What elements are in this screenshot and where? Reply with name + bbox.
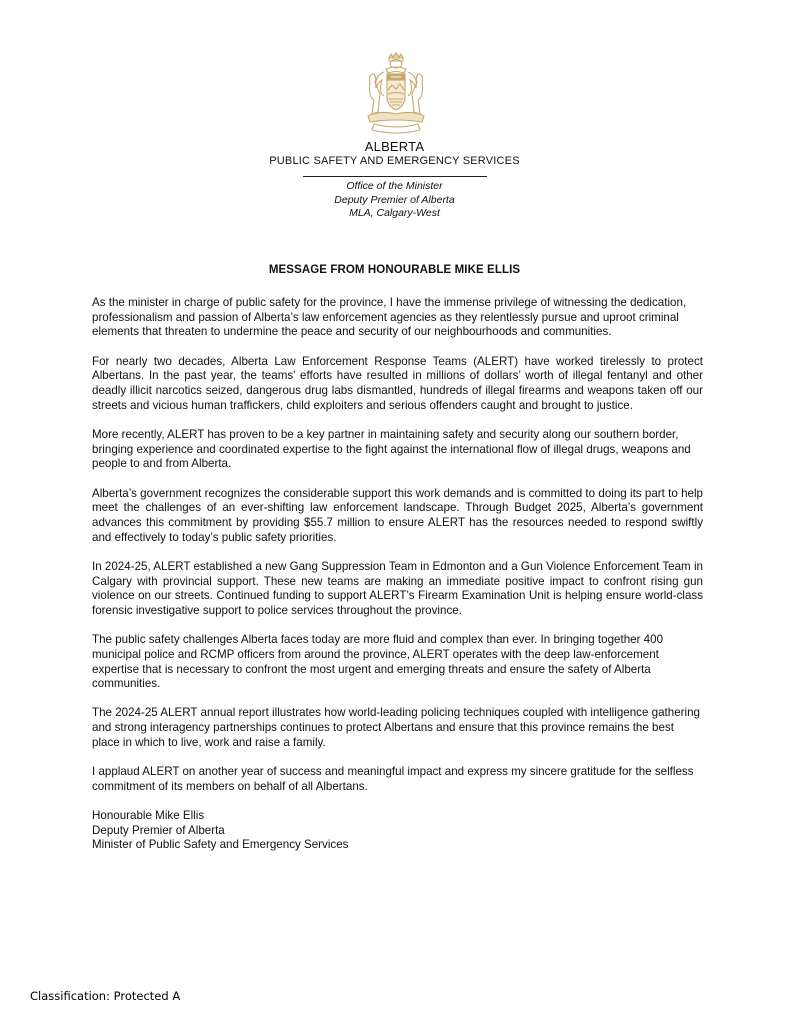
paragraph-1: As the minister in charge of public safety for the province, I have the immense privilege of witnessing the dedication, professionalism and passion of Alberta’s law enforcement agencies as they relentlessly pursue and uproot criminal elements that threaten to undermine the peace and security of our neighbourhoods and communities. <box>92 296 687 339</box>
paragraph-2: For nearly two decades, Alberta Law Enforcement Response Teams (ALERT) have worked tirelessly to protect Albertans. In the past year, the teams’ efforts have resulted in millions of dollars’ worth of illegal fentanyl and other deadly illicit narcotics seized, dangerous drug labs dismantled, hundreds of illegal firearms and weapons taken off our streets and vicious human traffickers, child exploiters and serious offenders caught and brought to justice. <box>92 354 703 412</box>
paragraph-6: The public safety challenges Alberta faces today are more fluid and complex than ever. In bringing together 400 municipal police and RCMP officers from around the province, ALERT operates with the deep law-enforcement expertise that is necessary to confront the most urgent and emerging threats and ensure the safety of Alberta communities. <box>92 633 664 691</box>
signature-name: Honourable Mike Ellis <box>92 808 205 822</box>
paragraph-3: More recently, ALERT has proven to be a key partner in maintaining safety and security along our southern border, bringing experience and coordinated expertise to the fight against the international flow of illegal drugs, weapons and people to and from Alberta. <box>92 427 691 471</box>
department-name: PUBLIC SAFETY AND EMERGENCY SERVICES <box>269 155 520 167</box>
paragraph-5: In 2024-25, ALERT established a new Gang Suppression Team in Edmonton and a Gun Violence Enforcement Team in Calgary with provincial support. These new teams are making an immediate positive impact to confront rising gun violence on our streets. Continued funding to support ALERT’s Firearm Examination Unit is helping ensure world-class forensic investigative support to police services throughout the province. <box>92 559 703 617</box>
signature-title-1: Deputy Premier of Alberta <box>92 823 225 837</box>
org-name: ALBERTA <box>364 139 425 154</box>
message-title: MESSAGE FROM HONOURABLE MIKE ELLIS <box>268 264 521 276</box>
office-line-1: Office of the Minister <box>346 180 443 192</box>
office-line-3: MLA, Calgary-West <box>349 207 440 219</box>
classification-label: Classification: Protected A <box>30 989 181 1003</box>
message-body <box>92 296 703 853</box>
paragraph-7: The 2024-25 ALERT annual report illustrates how world-leading policing techniques coupled with intelligence gathering and strong interagency partnerships continues to protect Albertans and ensure that this province remains the best place in which to live, work and raise a family. <box>92 706 700 749</box>
paragraph-8: I applaud ALERT on another year of success and meaningful impact and express my sincere gratitude for the selfless commitment of its members on behalf of all Albertans. <box>92 765 694 793</box>
alberta-coat-of-arms-icon <box>360 52 432 134</box>
signature-title-2: Minister of Public Safety and Emergency Services <box>92 838 349 852</box>
signature-block <box>92 809 703 853</box>
paragraph-4: Alberta’s government recognizes the considerable support this work demands and is committed to doing its part to help meet the challenges of an ever-shifting law enforcement landscape. Through Budget 2025, Alberta’s government advances this commitment by providing $55.7 million to ensure ALERT has the resources needed to respond swiftly and effectively to today’s public safety priorities. <box>92 486 703 544</box>
letterhead <box>200 139 589 221</box>
header-divider <box>303 176 487 177</box>
office-line-2: Deputy Premier of Alberta <box>334 193 455 206</box>
